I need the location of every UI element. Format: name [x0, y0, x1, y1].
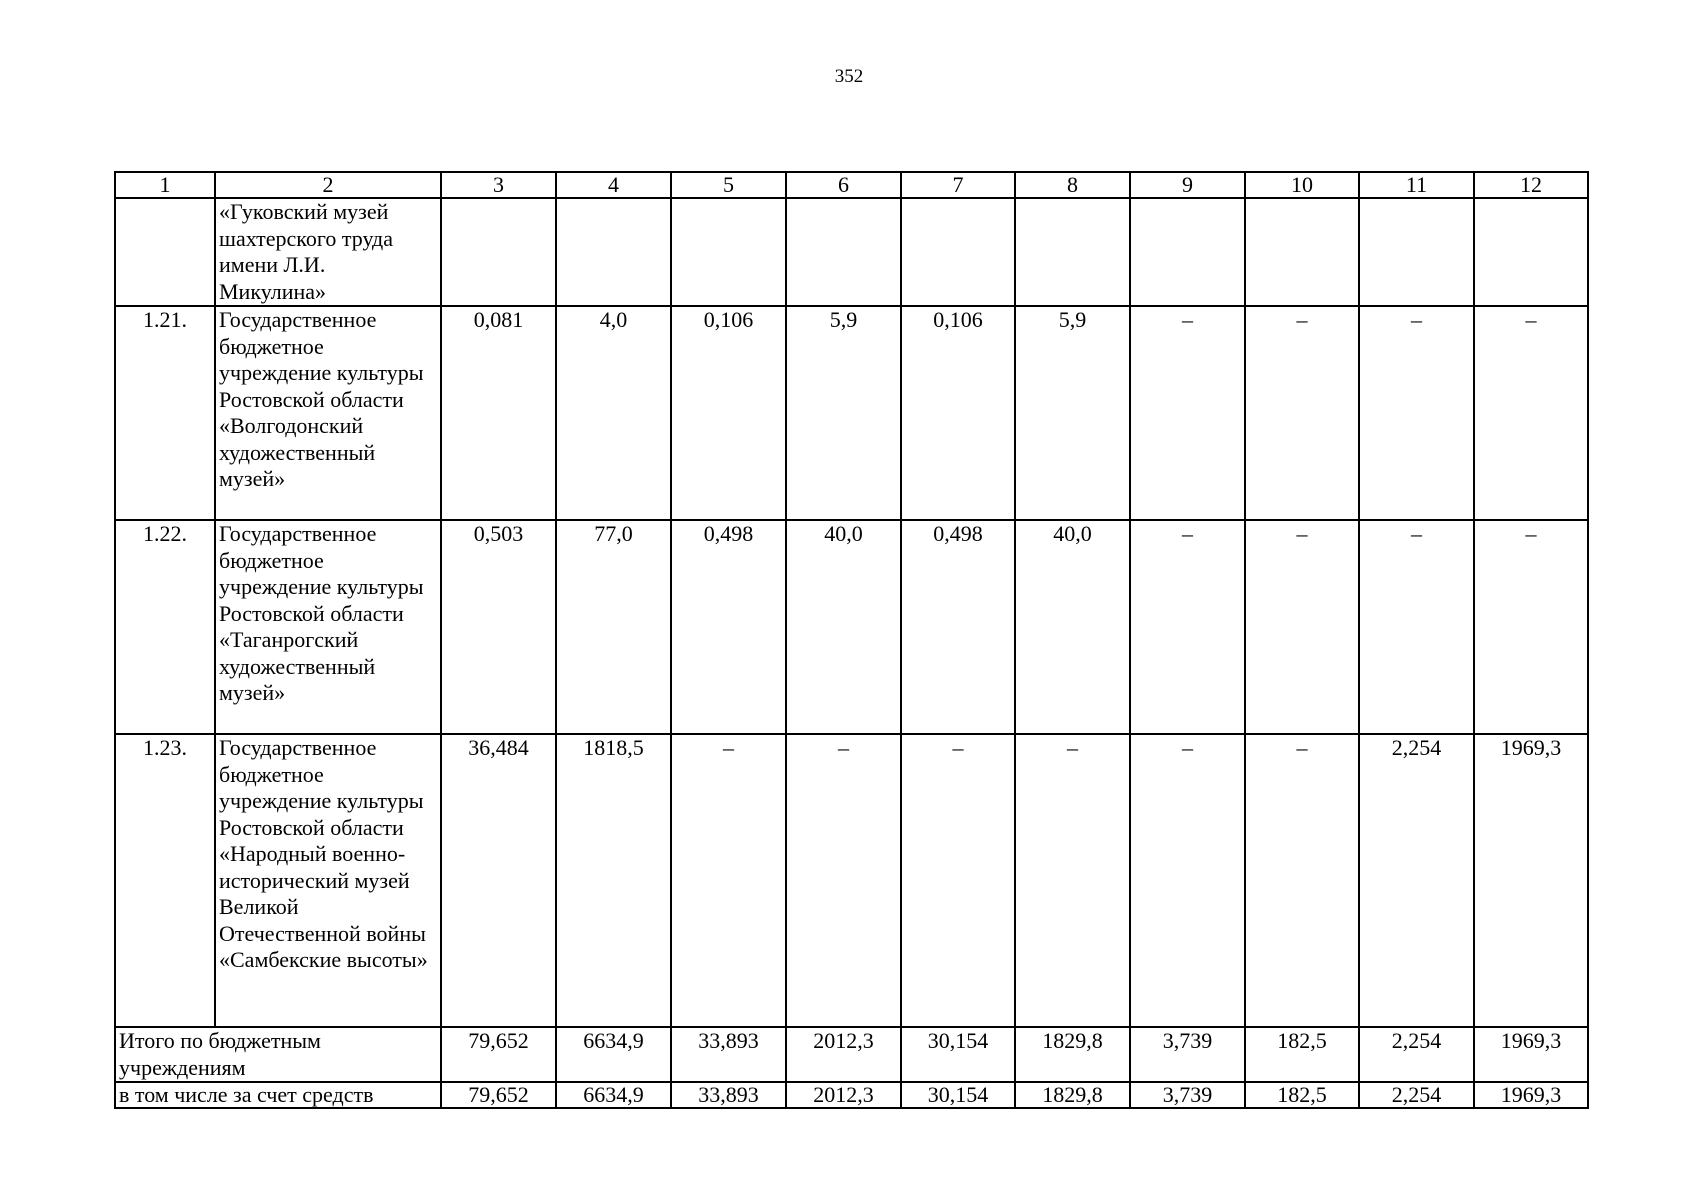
total-value: 3,739: [1130, 1027, 1245, 1082]
value-cell: 40,0: [1015, 520, 1130, 734]
total-row: [115, 1027, 1588, 1082]
value-cell: –: [671, 734, 786, 1027]
column-number: 8: [1015, 172, 1130, 198]
value-cell: –: [1245, 306, 1359, 520]
total-value: 33,893: [671, 1027, 786, 1082]
including-value: 2,254: [1359, 1082, 1474, 1108]
value-cell: –: [1245, 520, 1359, 734]
table-row: [115, 306, 1588, 520]
column-number-row: [115, 172, 1588, 198]
institution-name: Государственное бюджетное учреждение культуры Ростовской области «Таганрогский художественный музей»: [215, 520, 441, 734]
value-cell: [1245, 198, 1359, 306]
value-cell: –: [1015, 734, 1130, 1027]
including-row: [115, 1082, 1588, 1108]
column-number: 1: [115, 172, 215, 198]
institution-name: Государственное бюджетное учреждение культуры Ростовской области «Народный военно-исторический музей Великой Отечественной войны «Самбекские высоты»: [215, 734, 441, 1027]
report-table: [114, 171, 1589, 1109]
value-cell: –: [1474, 306, 1588, 520]
value-cell: –: [1130, 306, 1245, 520]
total-value: 79,652: [441, 1027, 556, 1082]
row-index: [115, 198, 215, 306]
column-number: 9: [1130, 172, 1245, 198]
total-label: Итого по бюджетным учреждениям: [115, 1027, 441, 1082]
row-index: 1.21.: [115, 306, 215, 520]
table-row: [115, 520, 1588, 734]
value-cell: –: [901, 734, 1015, 1027]
row-index: 1.22.: [115, 520, 215, 734]
value-cell: –: [786, 734, 901, 1027]
value-cell: 0,503: [441, 520, 556, 734]
column-number: 11: [1359, 172, 1474, 198]
value-cell: [1130, 198, 1245, 306]
value-cell: [1359, 198, 1474, 306]
including-value: 1969,3: [1474, 1082, 1588, 1108]
value-cell: 0,106: [671, 306, 786, 520]
value-cell: [786, 198, 901, 306]
column-number: 10: [1245, 172, 1359, 198]
value-cell: 4,0: [556, 306, 671, 520]
page-number: 352: [834, 66, 864, 87]
total-value: 2,254: [1359, 1027, 1474, 1082]
row-index: 1.23.: [115, 734, 215, 1027]
value-cell: –: [1359, 520, 1474, 734]
value-cell: –: [1245, 734, 1359, 1027]
value-cell: 40,0: [786, 520, 901, 734]
table-row-continuation: [115, 198, 1588, 306]
value-cell: [1474, 198, 1588, 306]
value-cell: 77,0: [556, 520, 671, 734]
institution-name: Государственное бюджетное учреждение культуры Ростовской области «Волгодонский художественный музей»: [215, 306, 441, 520]
total-value: 1969,3: [1474, 1027, 1588, 1082]
including-value: 79,652: [441, 1082, 556, 1108]
value-cell: 36,484: [441, 734, 556, 1027]
including-value: 30,154: [901, 1082, 1015, 1108]
column-number: 3: [441, 172, 556, 198]
total-value: 6634,9: [556, 1027, 671, 1082]
value-cell: –: [1130, 520, 1245, 734]
value-cell: 5,9: [786, 306, 901, 520]
value-cell: –: [1359, 306, 1474, 520]
table-row: [115, 734, 1588, 1027]
including-value: 3,739: [1130, 1082, 1245, 1108]
total-value: 2012,3: [786, 1027, 901, 1082]
value-cell: 0,498: [671, 520, 786, 734]
value-cell: 0,498: [901, 520, 1015, 734]
value-cell: [901, 198, 1015, 306]
including-value: 6634,9: [556, 1082, 671, 1108]
column-number: 12: [1474, 172, 1588, 198]
total-value: 30,154: [901, 1027, 1015, 1082]
value-cell: –: [1130, 734, 1245, 1027]
including-value: 2012,3: [786, 1082, 901, 1108]
value-cell: 5,9: [1015, 306, 1130, 520]
including-value: 182,5: [1245, 1082, 1359, 1108]
total-value: 1829,8: [1015, 1027, 1130, 1082]
institution-name: «Гуковский музей шахтерского труда имени Л.И. Микулина»: [215, 198, 441, 306]
value-cell: –: [1474, 520, 1588, 734]
including-label: в том числе за счет средств: [115, 1082, 441, 1108]
column-number: 6: [786, 172, 901, 198]
value-cell: 0,106: [901, 306, 1015, 520]
column-number: 5: [671, 172, 786, 198]
including-value: 33,893: [671, 1082, 786, 1108]
value-cell: 0,081: [441, 306, 556, 520]
including-value: 1829,8: [1015, 1082, 1130, 1108]
value-cell: 1818,5: [556, 734, 671, 1027]
value-cell: 1969,3: [1474, 734, 1588, 1027]
column-number: 2: [215, 172, 441, 198]
value-cell: [556, 198, 671, 306]
value-cell: [441, 198, 556, 306]
value-cell: [671, 198, 786, 306]
column-number: 4: [556, 172, 671, 198]
column-number: 7: [901, 172, 1015, 198]
total-value: 182,5: [1245, 1027, 1359, 1082]
value-cell: [1015, 198, 1130, 306]
value-cell: 2,254: [1359, 734, 1474, 1027]
